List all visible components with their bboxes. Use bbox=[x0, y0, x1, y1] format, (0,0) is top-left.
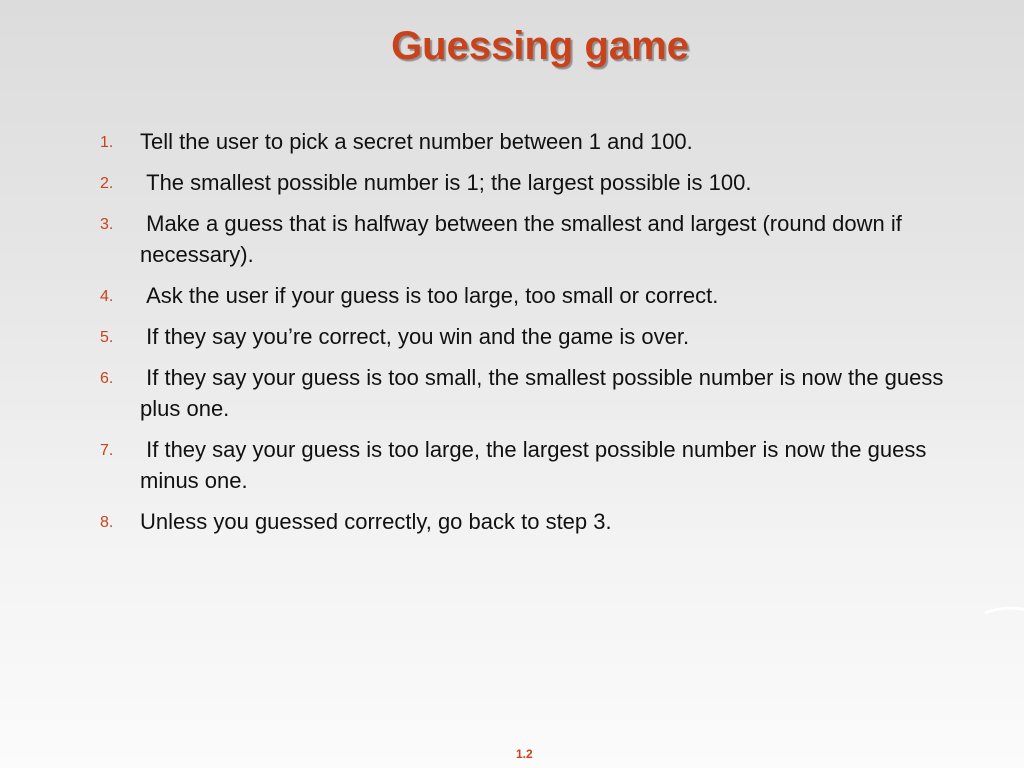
step-text: If they say your guess is too large, the largest possible number is now the guess minus one. bbox=[140, 437, 933, 493]
step-text: Unless you guessed correctly, go back to step 3. bbox=[140, 509, 612, 534]
list-item bbox=[100, 167, 950, 198]
list-item bbox=[100, 362, 950, 424]
step-text: Tell the user to pick a secret number between 1 and 100. bbox=[140, 129, 693, 154]
step-number: 8. bbox=[100, 514, 114, 531]
step-number: 6. bbox=[100, 370, 114, 387]
step-text: Make a guess that is halfway between the smallest and largest (round down if necessary). bbox=[140, 211, 908, 267]
list-item bbox=[100, 280, 950, 311]
list-item bbox=[100, 321, 950, 352]
step-number: 2. bbox=[100, 175, 114, 192]
step-text: Ask the user if your guess is too large, too small or correct. bbox=[140, 283, 719, 308]
step-number: 7. bbox=[100, 442, 114, 459]
step-number: 4. bbox=[100, 288, 114, 305]
steps-list bbox=[100, 126, 950, 547]
step-text: If they say your guess is too small, the smallest possible number is now the guess plus one. bbox=[140, 365, 950, 421]
step-text: The smallest possible number is 1; the largest possible is 100. bbox=[140, 170, 752, 195]
list-item bbox=[100, 506, 950, 537]
slide-title: Guessing game bbox=[391, 24, 689, 68]
page-number: 1.2 bbox=[516, 747, 533, 761]
list-item bbox=[100, 434, 950, 496]
decorative-swoosh bbox=[984, 596, 1024, 626]
list-item bbox=[100, 126, 950, 157]
step-number: 1. bbox=[100, 134, 114, 151]
list-item bbox=[100, 208, 950, 270]
step-text: If they say you’re correct, you win and the game is over. bbox=[140, 324, 690, 349]
step-number: 3. bbox=[100, 216, 114, 233]
step-number: 5. bbox=[100, 329, 114, 346]
